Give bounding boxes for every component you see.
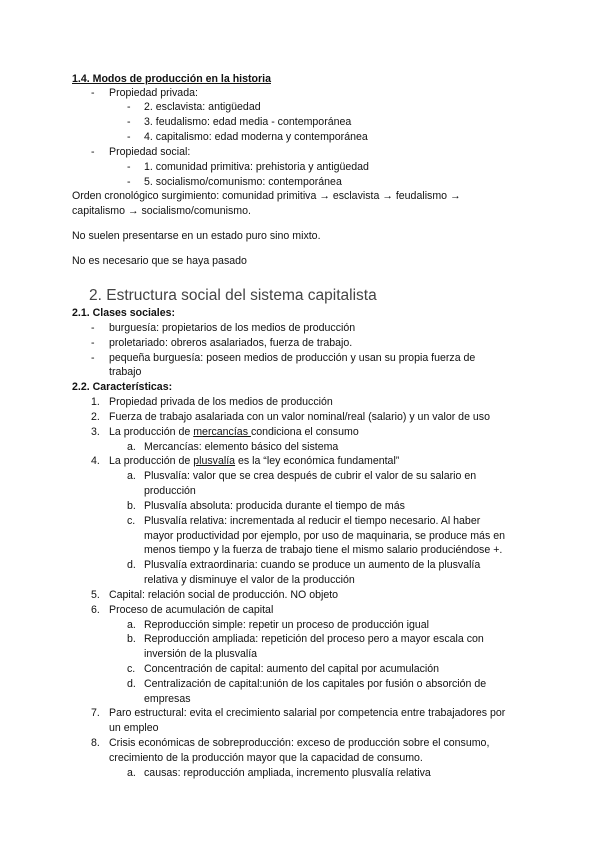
list-item: 4. capitalismo: edad moderna y contemporánea bbox=[144, 131, 368, 143]
bullet-dash: - bbox=[127, 161, 131, 173]
list-letter: b. bbox=[127, 633, 136, 645]
list-subitem-continuation: relativa y disminuye el valor de la producción bbox=[144, 574, 355, 586]
list-subitem: Reproducción ampliada: repetición del proceso pero a mayor escala con bbox=[144, 633, 484, 645]
list-number: 1. bbox=[91, 396, 100, 408]
bullet-dash: - bbox=[91, 322, 95, 334]
paragraph: No es necesario que se haya pasado bbox=[72, 255, 247, 267]
paragraph-line: capitalismo → socialismo/comunismo. bbox=[72, 205, 251, 217]
list-subitem: Plusvalía extraordinaria: cuando se produce un aumento de la plusvalía bbox=[144, 559, 481, 571]
list-subitem: causas: reproducción ampliada, incremento plusvalía relativa bbox=[144, 767, 431, 779]
list-item: Capital: relación social de producción. NO objeto bbox=[109, 589, 339, 601]
list-item-continuation: un empleo bbox=[109, 722, 159, 734]
list-item-propiedad-privada: Propiedad privada: bbox=[109, 87, 198, 99]
list-letter: d. bbox=[127, 678, 136, 690]
list-number: 7. bbox=[91, 707, 100, 719]
underlined-term: mercancías bbox=[193, 426, 251, 438]
list-number: 2. bbox=[91, 411, 100, 423]
bullet-dash: - bbox=[127, 101, 131, 113]
list-item: Proceso de acumulación de capital bbox=[109, 604, 274, 616]
list-subitem-continuation: producción bbox=[144, 485, 196, 497]
list-subitem: Plusvalía absoluta: producida durante el tiempo de más bbox=[144, 500, 405, 512]
underlined-term: plusvalía bbox=[193, 455, 236, 467]
section-heading-1-4: 1.4. Modos de producción en la historia bbox=[72, 73, 271, 85]
list-item: La producción de mercancías condiciona el consumo bbox=[109, 426, 359, 438]
bullet-dash: - bbox=[127, 116, 131, 128]
list-item-continuation: trabajo bbox=[109, 366, 142, 378]
bullet-dash: - bbox=[91, 337, 95, 349]
list-subitem: Mercancías: elemento básico del sistema bbox=[144, 441, 339, 453]
list-item-propiedad-social: Propiedad social: bbox=[109, 146, 191, 158]
list-item: 5. socialismo/comunismo: contemporánea bbox=[144, 176, 342, 188]
list-letter: c. bbox=[127, 663, 136, 675]
bullet-dash: - bbox=[91, 87, 95, 99]
list-subitem: Plusvalía: valor que se crea después de cubrir el valor de su salario en bbox=[144, 470, 477, 482]
list-item: La producción de plusvalía es la “ley económica fundamental” bbox=[109, 455, 400, 467]
list-subitem-continuation: menos tiempo y la fuerza de trabajo tiene el mismo salario produciéndose +. bbox=[144, 544, 503, 556]
list-subitem: Centralización de capital:unión de los capitales por fusión o absorción de bbox=[144, 678, 487, 690]
list-letter: a. bbox=[127, 619, 136, 631]
list-item: 1. comunidad primitiva: prehistoria y antigüedad bbox=[144, 161, 369, 173]
list-subitem-continuation: inversión de la plusvalía bbox=[144, 648, 258, 660]
bullet-dash: - bbox=[91, 146, 95, 158]
list-subitem: Plusvalía relativa: incrementada al reducir el tiempo necesario. Al haber bbox=[144, 515, 481, 527]
paragraph-line: Orden cronológico surgimiento: comunidad primitiva → esclavista → feudalismo → bbox=[72, 190, 461, 202]
list-item: pequeña burguesía: poseen medios de producción y usan su propia fuerza de bbox=[109, 352, 476, 364]
list-letter: d. bbox=[127, 559, 136, 571]
list-item-continuation: crecimiento de la producción mayor que la capacidad de consumo. bbox=[109, 752, 423, 764]
list-number: 5. bbox=[91, 589, 100, 601]
list-letter: a. bbox=[127, 441, 136, 453]
list-number: 4. bbox=[91, 455, 100, 467]
section-heading-2-1: 2.1. Clases sociales: bbox=[72, 307, 176, 319]
list-number: 8. bbox=[91, 737, 100, 749]
list-letter: a. bbox=[127, 470, 136, 482]
list-item: 2. esclavista: antigüedad bbox=[144, 101, 261, 113]
list-letter: c. bbox=[127, 515, 136, 527]
bullet-dash: - bbox=[91, 352, 95, 364]
list-item: 3. feudalismo: edad media - contemporánea bbox=[144, 116, 352, 128]
list-item: burguesía: propietarios de los medios de producción bbox=[109, 322, 356, 334]
list-subitem-continuation: mayor productividad por ejemplo, por uso de maquinaria, se produce más en bbox=[144, 530, 505, 542]
list-item: Propiedad privada de los medios de producción bbox=[109, 396, 333, 408]
list-item: Paro estructural: evita el crecimiento salarial por competencia entre trabajadores por bbox=[109, 707, 506, 719]
paragraph: No suelen presentarse en un estado puro sino mixto. bbox=[72, 230, 321, 242]
bullet-dash: - bbox=[127, 131, 131, 143]
list-subitem: Concentración de capital: aumento del capital por acumulación bbox=[144, 663, 440, 675]
list-subitem: Reproducción simple: repetir un proceso de producción igual bbox=[144, 619, 430, 631]
bullet-dash: - bbox=[127, 176, 131, 188]
list-item: Crisis económicas de sobreproducción: exceso de producción sobre el consumo, bbox=[109, 737, 490, 749]
list-letter: b. bbox=[127, 500, 136, 512]
section-title-2: 2. Estructura social del sistema capitalista bbox=[89, 287, 377, 304]
list-number: 3. bbox=[91, 426, 100, 438]
section-heading-2-2: 2.2. Características: bbox=[72, 381, 173, 393]
list-item: Fuerza de trabajo asalariada con un valor nominal/real (salario) y un valor de uso bbox=[109, 411, 490, 423]
list-item: proletariado: obreros asalariados, fuerza de trabajo. bbox=[109, 337, 353, 349]
list-subitem-continuation: empresas bbox=[144, 693, 191, 705]
list-number: 6. bbox=[91, 604, 100, 616]
list-letter: a. bbox=[127, 767, 136, 779]
